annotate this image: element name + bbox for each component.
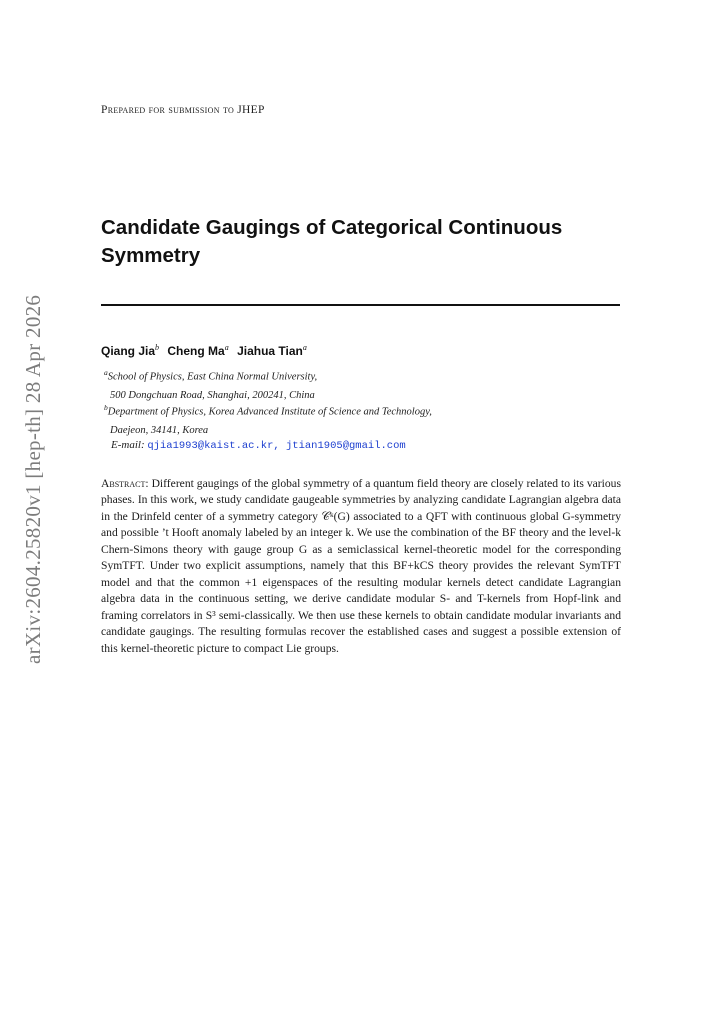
arxiv-stamp: arXiv:2604.25820v1 [hep-th] 28 Apr 2026 <box>21 294 45 664</box>
title-line-1: Candidate Gaugings of Categorical Continuous <box>101 216 563 239</box>
email-label: E-mail: <box>111 439 145 451</box>
abstract-body: Different gaugings of the global symmetry of a quantum field theory are closely related to its various phases. In this work, we study candidate gaugeable symmetries by analyzing candidate Lagrangian algebra data in the Drinfeld center of a symmetry category 𝒞ᵏ(G) associated to a QFT with continuous global G-symmetry and possible ’t Hooft anomaly labeled by an integer k. We use the combination of the BF theory and the level-k Chern-Simons theory with gauge group G as a semiclassical kernel-theoretic model for the corresponding SymTFT. Under two explicit assumptions, namely that this BF+kCS theory provides the relevant SymTFT model and that the common +1 eigenspaces of the resulting modular kernels detect candidate Lagrangian algebra data in the continuous setting, we derive candidate modular S- and T-kernels from Hopf-link and framing correlators in S³ semi-classically. We then use these kernels to obtain candidate modular invariants and candidate gaugings. The resulting formulas recover the established cases and suggest a possible extension of this kernel-theoretic picture to compact Lie groups. <box>101 477 621 655</box>
title-line-2: Symmetry <box>101 244 201 267</box>
author-list <box>101 343 312 358</box>
email-link[interactable]: qjia1993@kaist.ac.kr, jtian1905@gmail.com <box>147 440 406 452</box>
author: Jiahua Tian$^a$ <box>237 343 307 358</box>
author: Qiang Jia$^b$ <box>101 343 160 358</box>
email-line <box>111 439 406 452</box>
abstract-heading: Abstract: <box>101 477 149 490</box>
paper-title <box>101 214 621 270</box>
affiliation-b: $^b$Department of Physics, Korea Advanced Institute of Science and Technology, Daejeon, 34141, Korea <box>104 403 432 436</box>
journal-note: Prepared for submission to JHEP <box>101 104 265 116</box>
abstract <box>101 476 621 657</box>
title-rule <box>101 304 620 306</box>
affiliation-a: $^a$School of Physics, East China Normal University, 500 Dongchuan Road, Shanghai, 200241, China <box>104 368 318 401</box>
author: Cheng Ma$^a$ <box>167 343 229 358</box>
